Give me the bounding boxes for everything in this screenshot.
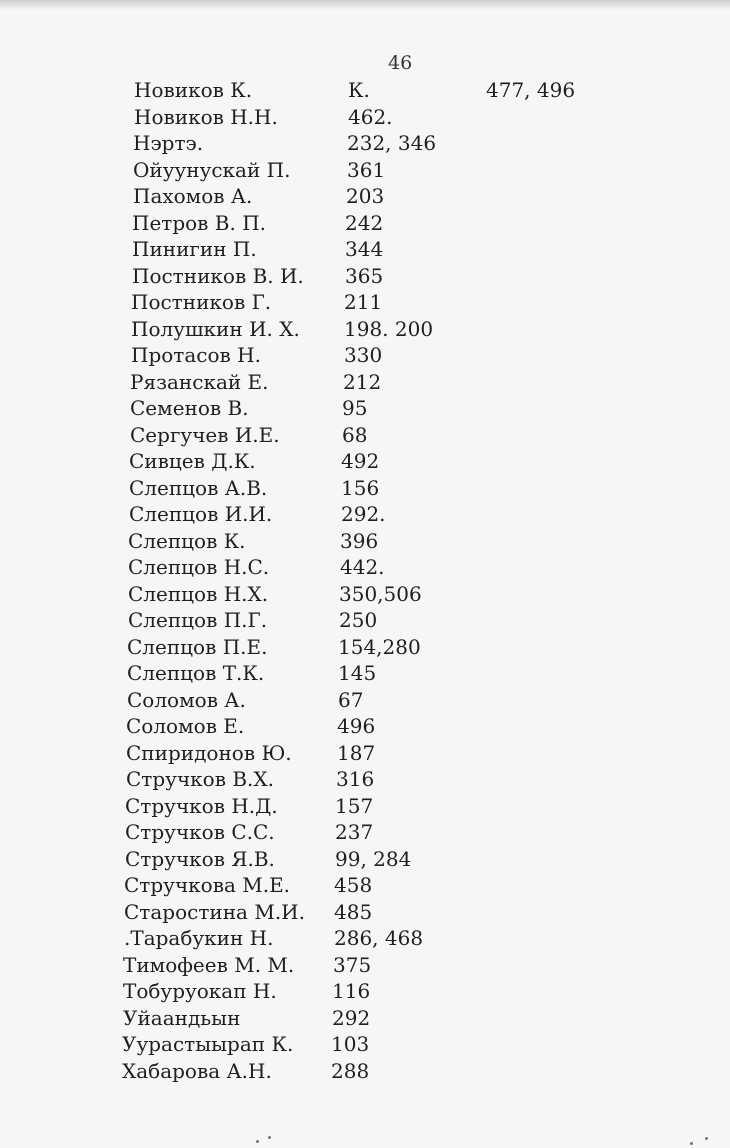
entry-name: Стручков С.С. xyxy=(125,820,275,844)
entry-name: Протасов Н. xyxy=(131,343,261,367)
entry-name: Стручкова М.Е. xyxy=(124,873,291,897)
entry-name: Стручков Н.Д. xyxy=(125,794,278,818)
entry-name: Хабарова А.Н. xyxy=(122,1059,272,1083)
scan-speck xyxy=(256,1140,259,1143)
entry-name: Ойуунускай П. xyxy=(133,158,291,182)
entry-pages: 292 xyxy=(332,1006,371,1030)
entry-pages: 145 xyxy=(338,661,377,685)
entry-name: Рязанскай Е. xyxy=(130,370,269,394)
entry-name: .Тарабукин Н. xyxy=(124,926,274,950)
entry-name: Соломов А. xyxy=(127,688,246,712)
entry-pages: 496 xyxy=(337,714,376,738)
entry-pages: 198. 200 xyxy=(344,317,434,341)
entry-pages: 485 xyxy=(334,900,373,924)
entry-name: Слепцов П.Г. xyxy=(128,608,268,632)
entry-pages: 232, 346 xyxy=(347,131,437,155)
entry-name: Тобуруокап Н. xyxy=(123,979,277,1003)
entry-name: Слепцов А.В. xyxy=(129,476,268,500)
entry-name: Петров В. П. xyxy=(132,211,267,235)
entry-pages: 203 xyxy=(346,184,385,208)
entry-pages: 68 xyxy=(342,423,368,447)
entry-name: Спиридонов Ю. xyxy=(126,741,292,765)
entry-pages: К. xyxy=(348,78,370,102)
entry-name: Постников В. И. xyxy=(132,264,304,288)
entry-pages: 442. xyxy=(340,555,385,579)
entry-pages: 211 xyxy=(344,290,383,314)
entry-name: Старостина М.И. xyxy=(124,900,305,924)
scan-speck xyxy=(268,1136,271,1139)
entry-name: Нэртэ. xyxy=(133,131,204,155)
entry-pages: 316 xyxy=(336,767,375,791)
entry-extra-pages: 477, 496 xyxy=(486,78,576,102)
entry-pages: 212 xyxy=(343,370,382,394)
entry-name: Слепцов П.Е. xyxy=(127,635,268,659)
entry-name: Слепцов И.И. xyxy=(129,502,273,526)
page-number: 46 xyxy=(388,52,413,74)
entry-name: Уйаандьын xyxy=(123,1006,241,1030)
entry-pages: 350,506 xyxy=(339,582,422,606)
entry-name: Соломов Е. xyxy=(126,714,245,738)
entry-name: Стручков В.Х. xyxy=(126,767,274,791)
entry-pages: 156 xyxy=(341,476,380,500)
entry-pages: 157 xyxy=(335,794,374,818)
entry-pages: 361 xyxy=(347,158,386,182)
entry-pages: 396 xyxy=(340,529,379,553)
entry-pages: 237 xyxy=(335,820,374,844)
entry-pages: 462. xyxy=(348,105,393,129)
entry-pages: 492 xyxy=(341,449,380,473)
entry-pages: 95 xyxy=(342,396,368,420)
entry-name: Слепцов К. xyxy=(128,529,246,553)
entry-pages: 330 xyxy=(344,343,383,367)
entry-name: Сивцев Д.К. xyxy=(129,449,256,473)
entry-pages: 250 xyxy=(339,608,378,632)
entry-name: Слепцов Т.К. xyxy=(127,661,265,685)
entry-pages: 288 xyxy=(331,1059,370,1083)
entry-pages: 242 xyxy=(345,211,384,235)
entry-pages: 116 xyxy=(332,979,371,1003)
entry-pages: 286, 468 xyxy=(334,926,424,950)
entry-pages: 344 xyxy=(345,237,384,261)
entry-pages: 365 xyxy=(345,264,384,288)
entry-name: Новиков К. xyxy=(134,78,253,102)
entry-name: Тимофеев М. М. xyxy=(123,953,295,977)
entry-pages: 103 xyxy=(331,1032,370,1056)
entry-pages: 458 xyxy=(334,873,373,897)
entry-name: Слепцов Н.С. xyxy=(128,555,270,579)
entry-pages: 154,280 xyxy=(338,635,421,659)
entry-name: Пинигин П. xyxy=(132,237,257,261)
entry-pages: 375 xyxy=(333,953,372,977)
scan-speck xyxy=(705,1137,708,1140)
entry-pages: 292. xyxy=(341,502,386,526)
entry-pages: 67 xyxy=(338,688,364,712)
entry-name: Постников Г. xyxy=(131,290,272,314)
entry-name: Слепцов Н.Х. xyxy=(128,582,269,606)
entry-name: Сергучев И.Е. xyxy=(130,423,280,447)
entry-name: Полушкин И. Х. xyxy=(131,317,300,341)
entry-pages: 99, 284 xyxy=(335,847,412,871)
entry-pages: 187 xyxy=(337,741,376,765)
entry-name: Пахомов А. xyxy=(133,184,253,208)
entry-name: Уурастыырап К. xyxy=(122,1032,294,1056)
entry-name: Новиков Н.Н. xyxy=(134,105,278,129)
scan-speck xyxy=(690,1142,693,1145)
entry-name: Семенов В. xyxy=(130,396,249,420)
entry-name: Стручков Я.В. xyxy=(125,847,275,871)
